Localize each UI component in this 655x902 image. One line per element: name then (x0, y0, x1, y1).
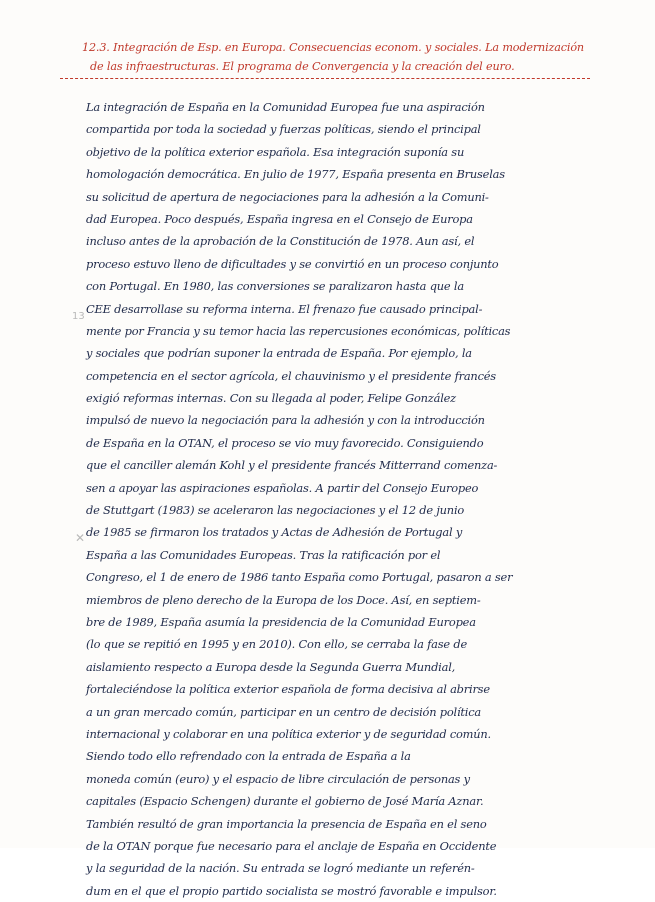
text-line: España a las Comunidades Europeas. Tras la ratificación por el (86, 547, 441, 562)
text-line: internacional y colaborar en una política exterior y de seguridad común. (86, 726, 491, 741)
text-line: moneda común (euro) y el espacio de libre circulación de personas y (86, 771, 470, 786)
title-line: 12.3. Integración de Esp. en Europa. Consecuencias econom. y sociales. La modernización (82, 41, 584, 54)
text-line: homologación democrática. En julio de 1977, España presenta en Bruselas (86, 167, 505, 182)
text-line: sen a apoyar las aspiraciones españolas. A partir del Consejo Europeo (86, 480, 479, 495)
margin-note: 13 (72, 311, 85, 322)
text-line: dad Europea. Poco después, España ingresa en el Consejo de Europa (86, 211, 473, 226)
text-line: aislamiento respecto a Europa desde la Segunda Guerra Mundial, (86, 659, 456, 674)
text-line: bre de 1989, España asumía la presidencia de la Comunidad Europea (86, 614, 476, 629)
text-line: capitales (Espacio Schengen) durante el gobierno de José María Aznar. (86, 794, 484, 809)
text-line: de 1985 se firmaron los tratados y Actas de Adhesión de Portugal y (86, 525, 463, 540)
text-line: con Portugal. En 1980, las conversiones se paralizaron hasta que la (86, 279, 464, 294)
text-line: a un gran mercado común, participar en un centro de decisión política (86, 704, 481, 719)
title-dashed-underline (60, 78, 590, 79)
text-line: proceso estuvo lleno de dificultades y se convirtió en un proceso conjunto (86, 256, 499, 271)
text-line: que el canciller alemán Kohl y el presidente francés Mitterrand comenza- (86, 458, 498, 473)
text-line: competencia en el sector agrícola, el chauvinismo y el presidente francés (86, 368, 496, 383)
essay-body (86, 96, 606, 902)
text-line: (lo que se repitió en 1995 y en 2010). Con ello, se cerraba la fase de (86, 637, 467, 652)
text-line: Congreso, el 1 de enero de 1986 tanto España como Portugal, pasaron a ser (86, 570, 513, 585)
text-line: exigió reformas internas. Con su llegada al poder, Felipe González (86, 391, 456, 406)
section-title (82, 38, 602, 76)
text-line: de España en la OTAN, el proceso se vio muy favorecido. Consiguiendo (86, 435, 484, 450)
text-line: impulsó de nuevo la negociación para la adhesión y con la introducción (86, 413, 485, 428)
text-line: También resultó de gran importancia la presencia de España en el seno (86, 816, 487, 831)
text-line: incluso antes de la aprobación de la Constitución de 1978. Aun así, el (86, 234, 475, 249)
text-line: su solicitud de apertura de negociaciones para la adhesión a la Comuni- (86, 189, 489, 204)
text-line: fortaleciéndose la política exterior española de forma decisiva al abrirse (86, 682, 490, 697)
text-line: dum en el que el propio partido socialista se mostró favorable e impulsor. (86, 883, 497, 898)
text-line: de Stuttgart (1983) se aceleraron las negociaciones y el 12 de junio (86, 503, 465, 518)
text-line: compartida por toda la sociedad y fuerzas políticas, siendo el principal (86, 122, 481, 137)
text-line: La integración de España en la Comunidad Europea fue una aspiración (86, 100, 485, 114)
text-line: de la OTAN porque fue necesario para el anclaje de España en Occidente (86, 838, 497, 853)
text-line: y sociales que podrían suponer la entrada de España. Por ejemplo, la (86, 346, 472, 361)
text-line: CEE desarrollase su reforma interna. El frenazo fue causado principal- (86, 301, 483, 316)
text-line: objetivo de la política exterior española. Esa integración suponía su (86, 144, 465, 159)
margin-cross-mark: ✕ (75, 531, 86, 545)
text-line: Siendo todo ello refrendado con la entrada de España a la (86, 749, 411, 764)
title-line: de las infraestructuras. El programa de Convergencia y la creación del euro. (90, 60, 515, 73)
text-line: y la seguridad de la nación. Su entrada se logró mediante un referén- (86, 861, 475, 876)
text-line: miembros de pleno derecho de la Europa de los Doce. Así, en septiem- (86, 592, 481, 607)
text-line: mente por Francia y su temor hacia las repercusiones económicas, políticas (86, 323, 511, 338)
